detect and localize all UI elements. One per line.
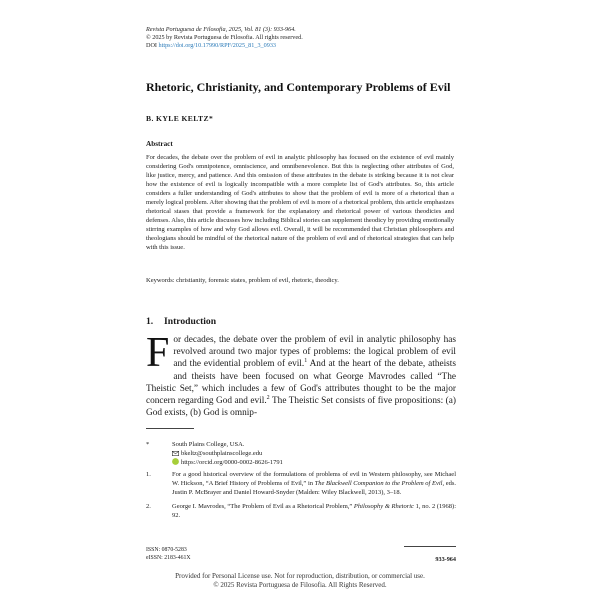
footnote-2-journal: Philosophy & Rhetoric xyxy=(353,503,414,510)
footnote-2-tail: 1, no. 2 (1968): 92. xyxy=(172,503,457,519)
body-text-1: or decades, the debate over the problem of evil in analytic philosophy has revolved around two major types of problems: the logical problem of evil and the evidential problem of evil. xyxy=(173,335,456,370)
section-title: Introduction xyxy=(164,316,217,327)
issn: ISSN: 0870-5283 xyxy=(146,547,187,553)
article-title: Rhetoric, Christianity, and Contemporary Problems of Evil xyxy=(146,80,451,94)
footnote-divider xyxy=(146,428,194,429)
footnote-2-text: George I. Mavrodes, “The Problem of Evil as a Rhetorical Problem,” xyxy=(172,503,354,510)
body-paragraph xyxy=(146,330,457,419)
orcid-icon xyxy=(172,458,179,465)
affiliation: South Plains College, USA. xyxy=(172,441,245,448)
mail-icon xyxy=(172,451,179,456)
license-line-1: Provided for Personal License use. Not for reproduction, distribution, or commercial use. xyxy=(175,572,425,580)
body-text-3: The Theistic Set consists of five propositions: (a) God exists, (b) God is omnip- xyxy=(146,396,456,419)
license-notice xyxy=(0,572,600,590)
footnote-1-book: The Blackwell Companion to the Problem of Evil xyxy=(314,480,443,487)
abstract-heading: Abstract xyxy=(146,140,173,148)
copyright-line: © 2025 by Revista Portuguesa de Filosofia. All rights reserved. xyxy=(146,34,303,41)
page-range: 933-964 xyxy=(435,556,456,563)
drop-cap: F xyxy=(146,330,170,376)
journal-citation: Revista Portuguesa de Filosofia, 2025, Vol. 81 (3): 933-964. xyxy=(146,26,296,33)
section-number: 1. xyxy=(146,316,154,327)
license-line-2: © 2025 Revista Portuguesa de Filosofia. All Rights Reserved. xyxy=(213,581,387,589)
author-name: B. KYLE KELTZ* xyxy=(146,114,214,123)
author-email[interactable]: bkeltz@southplainscollege.edu xyxy=(181,450,263,457)
section-heading xyxy=(146,316,216,327)
doi-label: DOI xyxy=(146,42,157,49)
journal-metadata xyxy=(146,26,303,50)
footnote-2 xyxy=(146,502,456,520)
footnote-ref-1[interactable]: 1 xyxy=(304,358,308,365)
issn-block xyxy=(146,547,191,562)
page-range-divider xyxy=(404,546,456,547)
footnote-1-text: For a good historical overview of the formulations of problems of evil in Western philosophy, see Michael W. Hickson, “A Brief History of Problems of Evil,” in xyxy=(172,471,456,487)
doi-line xyxy=(146,42,303,50)
footnote-1-tail: , eds. Justin P. McBrayer and Daniel Howard-Snyder (Malden: Wiley Blackwell, 2013), 3–18. xyxy=(172,480,456,496)
author-orcid[interactable]: https://orcid.org/0000-0002-8626-1791 xyxy=(181,459,283,466)
footnote-ref-2[interactable]: 2 xyxy=(266,394,270,401)
footnote-mark: 1. xyxy=(146,471,151,478)
footnote-1 xyxy=(146,470,456,497)
footnote-mark: * xyxy=(146,441,150,448)
footnote-mark: 2. xyxy=(146,503,151,510)
body-text-2: And at the heart of the debate, atheists and theists have been focused on what George Mavrodes called “The Theistic Set,” which includes a few of God's attributes thought to be the major concern regarding God and evil. xyxy=(146,359,457,407)
eissn: eISSN: 2183-461X xyxy=(146,554,191,561)
footnote-author xyxy=(146,440,456,467)
abstract-text: For decades, the debate over the problem of evil in analytic philosophy has focused on the existence of evil mainly considering God's omnipotence, omniscience, and omnibenevolence. But this is neglecting other attributes of God, like justice, mercy, and patience. And this omission of these attributes in the debate is striking because it is not clear how the existence of evil is logically incompatible with a more complete list of God's attributes. So, this article considers a fuller understanding of God's attributes to show that the problem of evil is more of a rhetorical than a merely logical problem. After showing that the problem of evil is more of a rhetorical problem, this article emphasizes rhetorical stases that provide a framework for the explanatory and rhetorical power of various theodicies and defenses. Also, this article discusses how including Biblical stories can supplement theodicy by providing emotionally stirring examples of how and why God allows evil. Overall, it will be recommended that Christian philosophers and theologians should be mindful of the rhetorical nature of the problem of evil and of rhetorical strategies that can help with this issue. xyxy=(146,154,454,252)
doi-link[interactable]: https://doi.org/10.17990/RPF/2025_81_3_0933 xyxy=(158,42,277,49)
keywords: Keywords: christianity, forensic states, problem of evil, rhetoric, theodicy. xyxy=(146,277,339,284)
